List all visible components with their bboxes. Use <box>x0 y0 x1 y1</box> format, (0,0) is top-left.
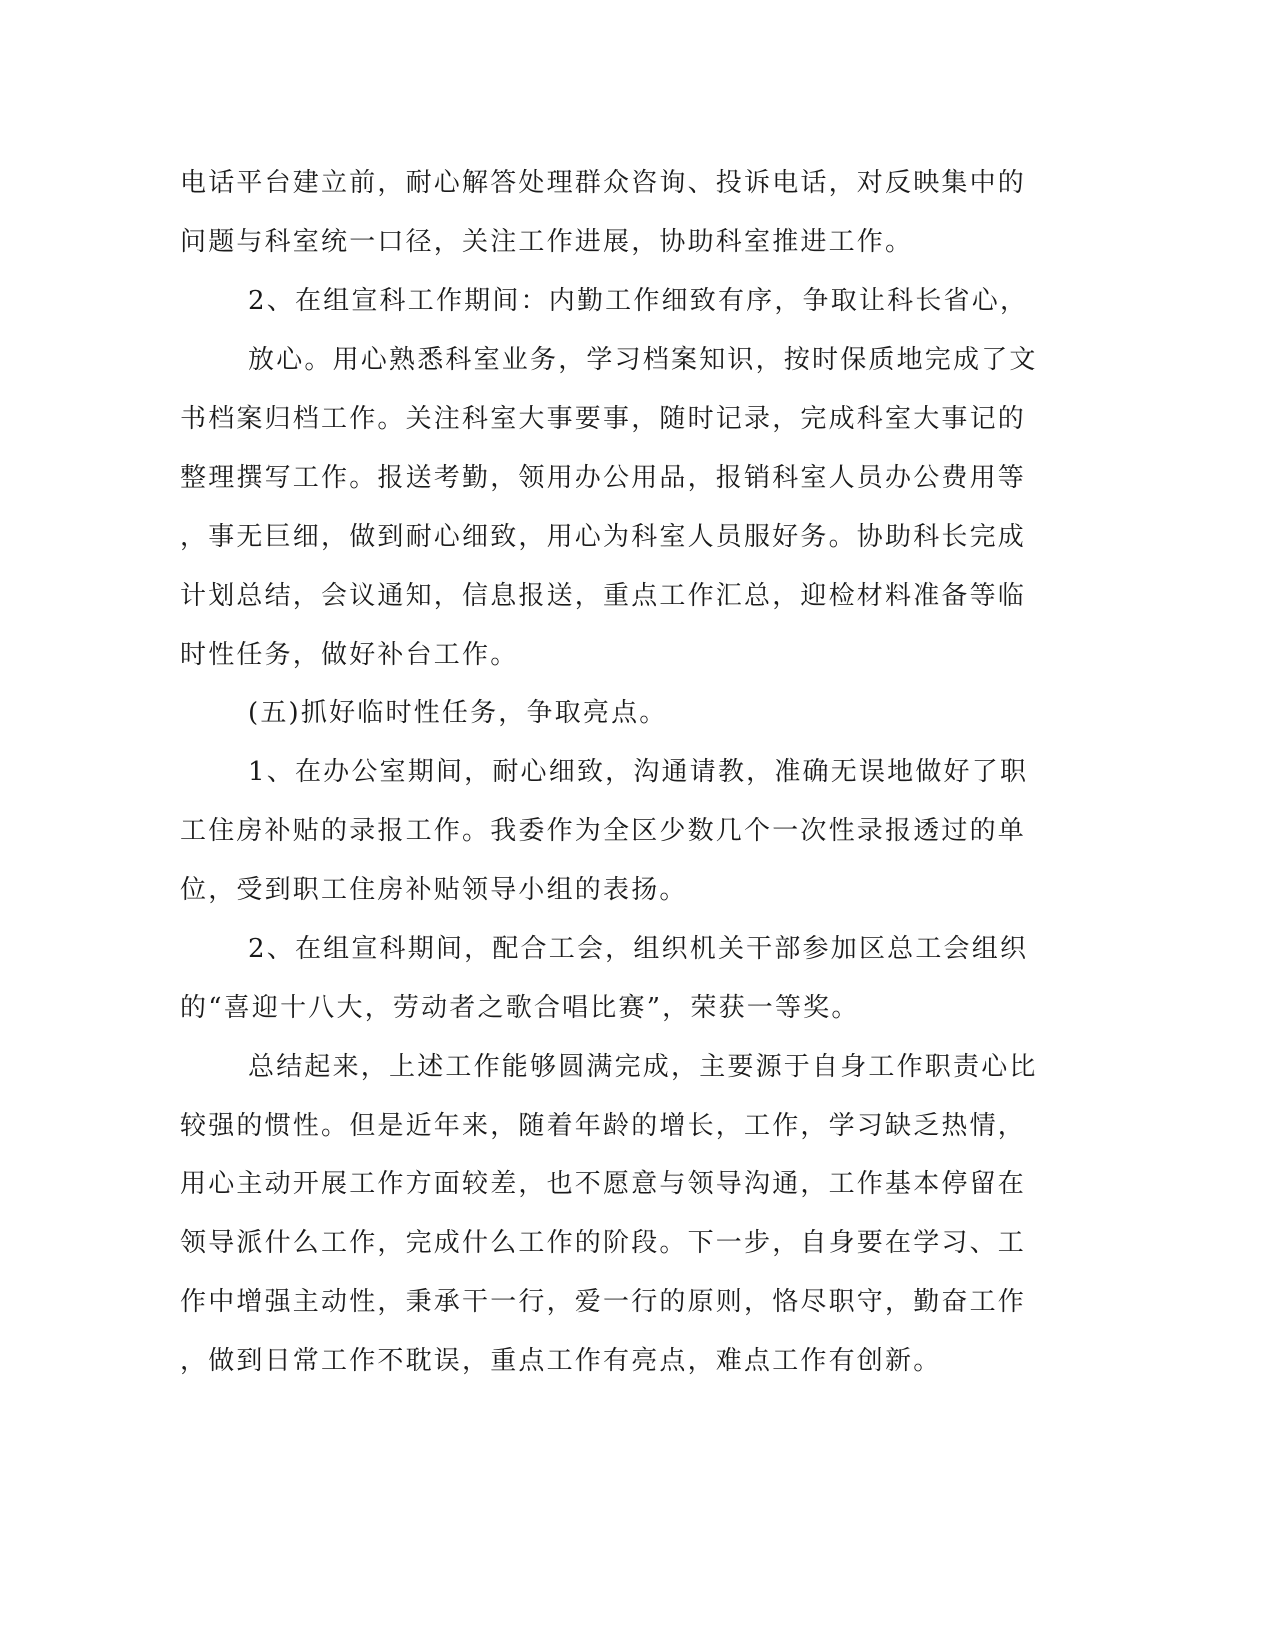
text-line: 书档案归档工作。关注科室大事要事，随时记录，完成科室大事记的 <box>180 404 1027 434</box>
text-line: 作中增强主动性，秉承干一行，爱一行的原则，恪尽职守，勤奋工作 <box>180 1287 1027 1317</box>
text-line: 1、在办公室期间，耐心细致，沟通请教，准确无误地做好了职 <box>248 757 1029 787</box>
text-line: 电话平台建立前，耐心解答处理群众咨询、投诉电话，对反映集中的 <box>180 168 1027 198</box>
text-line: 计划总结，会议通知，信息报送，重点工作汇总，迎检材料准备等临 <box>180 581 1027 611</box>
text-line: ，事无巨细，做到耐心细致，用心为科室人员服好务。协助科长完成 <box>180 522 1027 552</box>
text-line: 总结起来，上述工作能够圆满完成，主要源于自身工作职责心比 <box>248 1052 1038 1082</box>
text-line: 问题与科室统一口径，关注工作进展，协助科室推进工作。 <box>180 227 914 257</box>
section-heading: (五)抓好临时性任务，争取亮点。 <box>248 698 668 728</box>
text-line: 放心。用心熟悉科室业务，学习档案知识，按时保质地完成了文 <box>248 345 1038 375</box>
text-line: 时性任务，做好补台工作。 <box>180 640 519 670</box>
text-line: 整理撰写工作。报送考勤，领用办公用品，报销科室人员办公费用等 <box>180 463 1027 493</box>
text-line: 较强的惯性。但是近年来，随着年龄的增长，工作，学习缺乏热情， <box>180 1111 1027 1141</box>
text-line: 用心主动开展工作方面较差，也不愿意与领导沟通，工作基本停留在 <box>180 1169 1027 1199</box>
text-line: 工住房补贴的录报工作。我委作为全区少数几个一次性录报透过的单 <box>180 816 1027 846</box>
text-line: 2、在组宣科工作期间：内勤工作细致有序，争取让科长省心， <box>248 286 1029 316</box>
text-line: 的“喜迎十八大，劳动者之歌合唱比赛”，荣获一等奖。 <box>180 993 860 1023</box>
text-line: ，做到日常工作不耽误，重点工作有亮点，难点工作有创新。 <box>180 1346 942 1376</box>
text-line: 领导派什么工作，完成什么工作的阶段。下一步，自身要在学习、工 <box>180 1228 1027 1258</box>
text-line: 2、在组宣科期间，配合工会，组织机关干部参加区总工会组织 <box>248 934 1029 964</box>
text-line: 位，受到职工住房补贴领导小组的表扬。 <box>180 875 688 905</box>
